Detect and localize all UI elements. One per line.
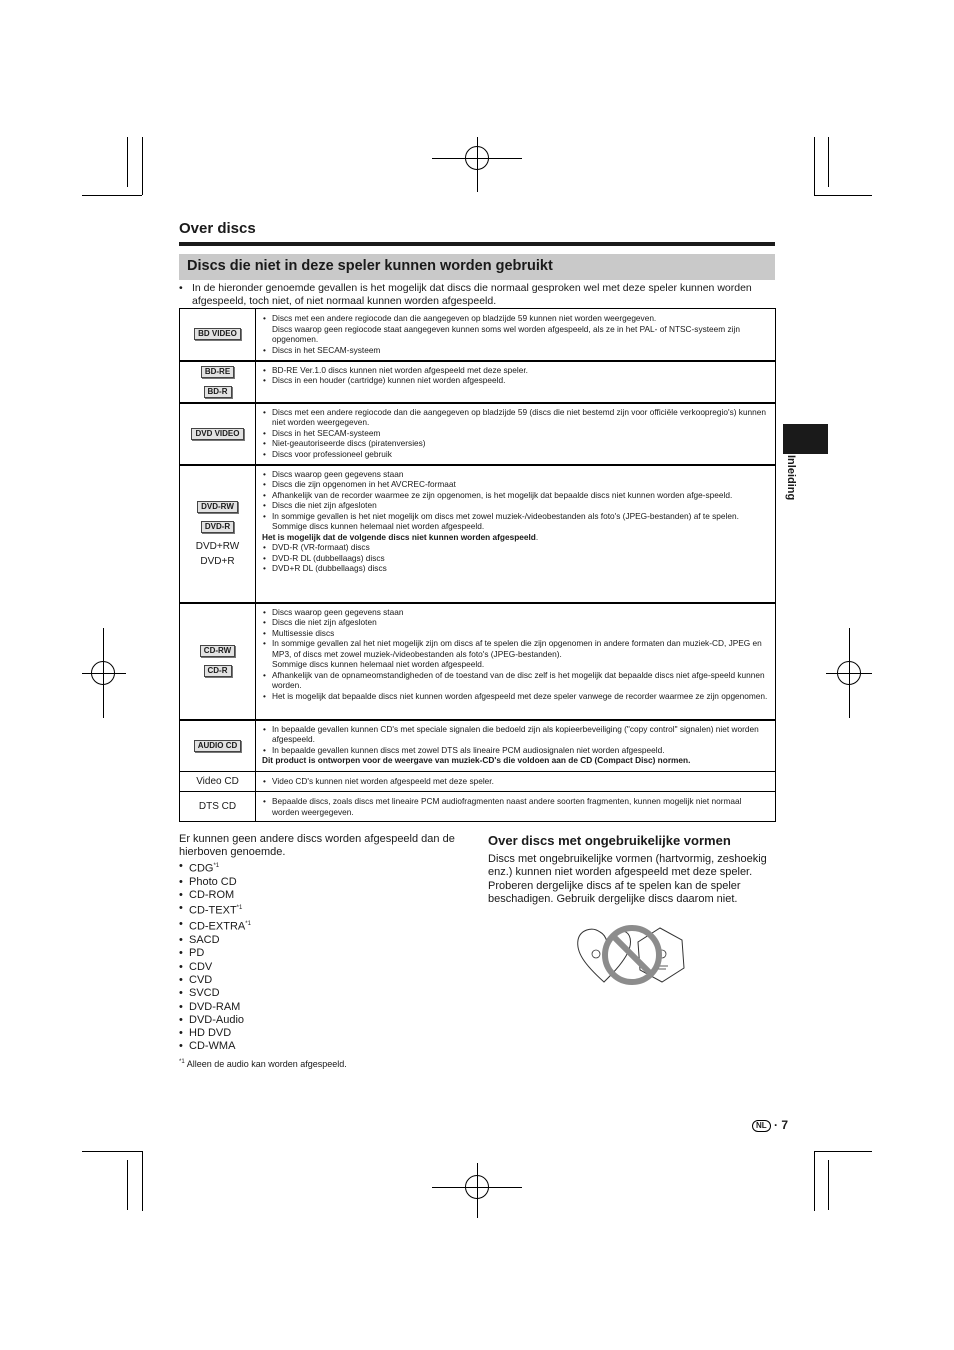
list-item: • CVD [179, 974, 469, 987]
table-row-dvd-video [180, 403, 776, 465]
list-item: • CDV [179, 961, 469, 974]
table-row-cd-rw [180, 603, 776, 720]
list-item: • DVD-Audio [179, 1014, 469, 1027]
list-item: • Photo CD [179, 876, 469, 889]
list-item: • CD-ROM [179, 889, 469, 902]
list-item: • DVD-RAM [179, 1001, 469, 1014]
list-item: • CD-WMA [179, 1040, 469, 1053]
bold-note: Dit product is ontworpen voor de weergave van muziek-CD's die voldoen aan de CD (Compact Disc) normen. [262, 755, 691, 765]
bd-re-label: BD-RE [201, 366, 234, 378]
list-item: • Multisessie discs [262, 628, 769, 639]
dvd-rw-label: DVD-RW [197, 501, 238, 513]
cd-rw-label: CD-RW [200, 645, 235, 657]
list-item: • CD-TEXT$^{*1}$ [179, 902, 469, 918]
page-number [752, 1118, 788, 1132]
other-discs-list [179, 860, 469, 1054]
dvd-plus-r-label: DVD+R [200, 555, 235, 567]
list-item: • DVD-R (VR-formaat) discs [262, 542, 769, 553]
table-row-bd-video [180, 309, 776, 361]
list-item: • DVD+R DL (dubbellaags) discs [262, 563, 769, 574]
sub-note: Sommige discs kunnen helemaal niet worden afgespeeld. [272, 659, 485, 669]
page-separator: · [774, 1118, 779, 1132]
list-item: • Discs in een houder (cartridge) kunnen niet worden afgespeeld. [262, 375, 769, 386]
unusual-shapes-text: Discs met ongebruikelijke vormen (hartvormig, zeshoekig enz.) kunnen niet worden afgespeeld met deze speler. Proberen dergelijke discs af te spelen kan de speler beschadigen. Gebruik dergelijke discs daarom niet. [488, 853, 767, 905]
table-row-dts-cd [180, 792, 776, 822]
section-title: Over discs [179, 220, 256, 237]
list-item: • Bepaalde discs, zoals discs met lineaire PCM audiofragmenten naast andere soorten fragmenten, kunnen mogelijk niet normaal worden weergegeven. [262, 796, 769, 817]
list-item: • SACD [179, 934, 469, 947]
bd-r-label: BD-R [204, 386, 232, 398]
list-item: • Discs die niet zijn afgesloten [262, 500, 769, 511]
list-item: • Discs in het SECAM-systeem [262, 428, 769, 439]
other-discs-note [179, 833, 469, 1071]
list-item: • In bepaalde gevallen kunnen CD's met speciale signalen die bedoeld zijn als kopieerbeveiliging ("copy control" signalen) niet worden afgespeeld. [262, 724, 769, 745]
footnote: $^{*1}$ Alleen de audio kan worden afgespeeld. [179, 1058, 347, 1069]
disc-table [179, 308, 776, 822]
list-item: • SVCD [179, 987, 469, 1000]
list-item: • BD-RE Ver.1.0 discs kunnen niet worden afgespeeld met deze speler. [262, 365, 769, 376]
list-item: • Discs die niet zijn afgesloten [262, 617, 769, 628]
bd-video-label: BD VIDEO [194, 328, 241, 340]
list-item: • Discs met een andere regiocode dan die aangegeven op bladzijde 59 (discs die niet bestemd zijn voor officiële verkoopregio's) kunnen niet worden weergegeven. [262, 407, 769, 428]
dts-cd-label: DTS CD [198, 801, 237, 812]
table-row-video-cd [180, 772, 776, 792]
other-discs-intro: Er kunnen geen andere discs worden afgespeeld dan de hierboven genoemde. [179, 833, 455, 859]
sub-note: Sommige discs kunnen helemaal niet worden afgespeeld. [272, 521, 485, 531]
list-item: • In sommige gevallen is het niet mogelijk om discs met zowel muziek-/videobestanden als foto's (JPEG-bestanden) af te spelen. [262, 511, 769, 522]
list-item: • CDG$^{*1}$ [179, 860, 469, 876]
list-item: • Het is mogelijk dat bepaalde discs niet kunnen worden afgespeeld met deze speler vanwege de recorder waarmee ze zijn opgenomen. [262, 691, 769, 702]
list-item: • Discs voor professioneel gebruik [262, 449, 769, 460]
section-rule [179, 242, 775, 246]
page-number-value: 7 [781, 1118, 789, 1132]
list-item: • Niet-geautoriseerde discs (piratenversies) [262, 438, 769, 449]
language-badge: NL [752, 1120, 771, 1132]
list-item: • Discs in het SECAM-systeem [262, 345, 769, 356]
intro-text: In de hieronder genoemde gevallen is het mogelijk dat discs die normaal gesproken wel met deze speler kunnen worden afgespeeld, toch niet, of niet normaal kunnen worden afgespeeld. [192, 282, 752, 307]
list-item: • Discs waarop geen gegevens staan [262, 607, 769, 618]
list-item: • Video CD's kunnen niet worden afgespeeld met deze speler. [262, 776, 769, 787]
list-item: • Discs waarop geen gegevens staan [262, 469, 769, 480]
cd-r-label: CD-R [204, 665, 232, 677]
video-cd-label: Video CD [196, 776, 239, 787]
dvd-r-label: DVD-R [201, 521, 234, 533]
list-item: • In sommige gevallen zal het niet mogelijk zijn om discs af te spelen die zijn opgenomen in andere formaten dan muziek-CD, JPEG en MP3, of discs met zowel muziek-/videobestanden als foto's (JPEG-bestanden). [262, 638, 769, 659]
list-item: • PD [179, 947, 469, 960]
table-row-dvd-rw [180, 465, 776, 603]
intro-paragraph: • In de hieronder genoemde gevallen is het mogelijk dat discs die normaal gesproken wel met deze speler kunnen worden afgespeeld, toch niet, of niet normaal kunnen worden afgespeeld. [179, 282, 773, 307]
banner [179, 254, 775, 280]
section-tab [783, 424, 828, 454]
list-item: • Discs die zijn opgenomen in het AVCREC-formaat [262, 479, 769, 490]
dvd-video-label: DVD VIDEO [191, 428, 243, 440]
dvd-plus-rw-label: DVD+RW [195, 540, 240, 552]
list-item: • CD-EXTRA$^{*1}$ [179, 918, 469, 934]
table-row-bd-re [180, 361, 776, 403]
unusual-shapes-title: Over discs met ongebruikelijke vormen [488, 833, 731, 848]
section-tab-label: Inleiding [785, 455, 797, 501]
list-item: • In bepaalde gevallen kunnen discs met zowel DTS als lineaire PCM audiosignalen niet worden afgespeeld. [262, 745, 769, 756]
table-row-audio-cd [180, 720, 776, 772]
list-item: • HD DVD [179, 1027, 469, 1040]
audio-cd-label: AUDIO CD [194, 740, 242, 752]
list-item: • Afhankelijk van de recorder waarmee ze zijn opgenomen, is het mogelijk dat bepaalde discs niet kunnen worden afge-speeld. [262, 490, 769, 501]
bold-note: Het is mogelijk dat de volgende discs niet kunnen worden afgespeeld. [262, 531, 539, 542]
list-item: • Discs met een andere regiocode dan die aangegeven op bladzijde 59 kunnen niet worden weergegeven. [262, 313, 769, 324]
no-unusual-discs-icon [574, 924, 690, 986]
banner-title: Discs die niet in deze speler kunnen worden gebruikt [187, 258, 553, 274]
list-item: • DVD-R DL (dubbellaags) discs [262, 553, 769, 564]
list-item: Discs waarop geen regiocode staat aangegeven kunnen soms wel worden afgespeeld, als ze in het PAL- of NTSC-systeem zijn opgenomen. [272, 323, 740, 345]
list-item: • Afhankelijk van de opnameomstandigheden of de toestand van de disc zelf is het mogelijk dat bepaalde discs niet afge-speeld kunnen worden. [262, 670, 769, 691]
